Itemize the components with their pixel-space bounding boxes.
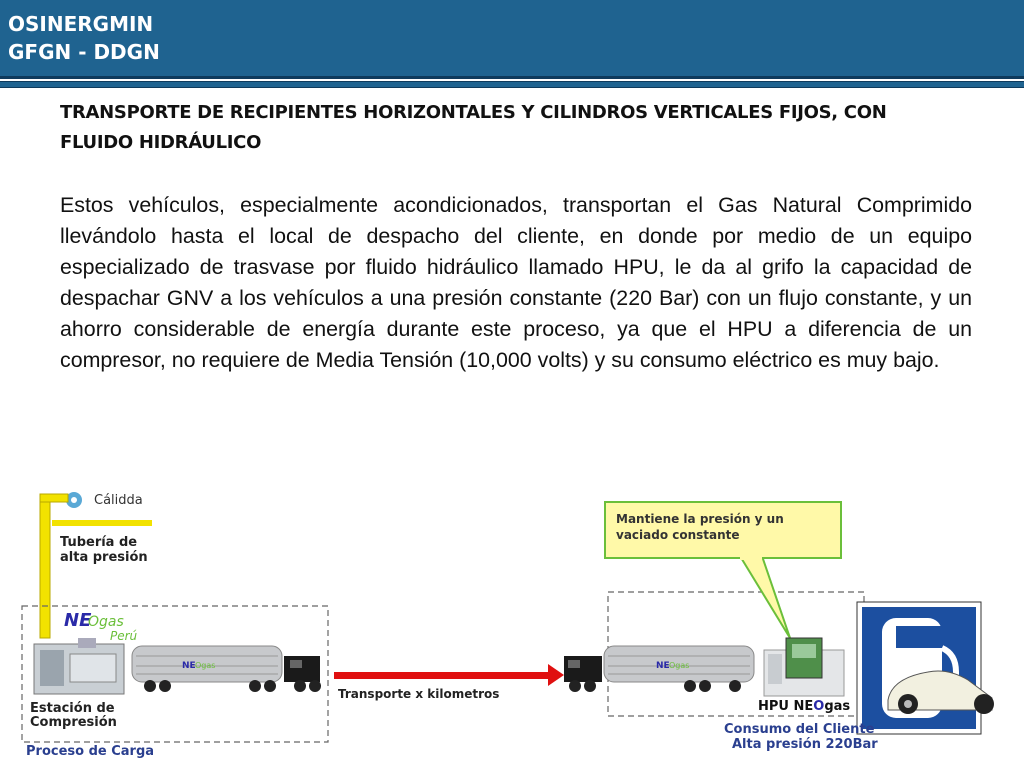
callout-line-1: Mantiene la presión y un — [616, 512, 784, 526]
gas-station-sign-icon — [857, 602, 981, 734]
slide-title — [60, 98, 960, 158]
org-name — [8, 10, 160, 66]
header-bar — [0, 0, 1024, 76]
hpu-label: HPU NEOgas — [758, 699, 851, 714]
title-line-2: FLUIDO HIDRÁULICO — [60, 132, 262, 153]
transport-arrow — [334, 664, 564, 686]
client-label-2: Alta presión 220Bar — [732, 737, 878, 752]
svg-text:NE: NE — [656, 661, 670, 671]
truck-right-icon — [564, 646, 754, 692]
svg-text:Ogas: Ogas — [195, 661, 216, 670]
calidda-text: Cálidda — [94, 493, 143, 508]
station-label-1: Estación de — [30, 701, 115, 716]
transport-diagram — [0, 478, 1024, 768]
station-label-2: Compresión — [30, 715, 117, 730]
pipeline-label-1: Tubería de — [60, 535, 138, 550]
truck-left-icon — [132, 646, 321, 692]
title-line-1: TRANSPORTE DE RECIPIENTES HORIZONTALES Y CILINDROS VERTICALES FIJOS, CON — [60, 102, 887, 123]
neogas-peru: Perú — [110, 629, 138, 643]
body-paragraph: Estos vehículos, especialmente acondicionados, transportan el Gas Natural Comprimido llevándolo hasta el local de despacho del cliente, en donde por medio de un equipo especializado de trasvase por fluido hidráulico llamado HPU, le da al grifo la capacidad de despachar GNV a los vehículos a una presión constante (220 Bar) con un flujo constante, y un ahorro considerable de energía durante este proceso, ya que el HPU a diferencia de un compresor, no requiere de Media Tensión (10,000 volts) y su consumo eléctrico es muy bajo. — [60, 193, 972, 372]
client-label-1: Consumo del Cliente — [724, 722, 875, 737]
process-label: Proceso de Carga — [26, 744, 155, 759]
compression-station-icon — [34, 638, 124, 694]
pipeline-label-2: alta presión — [60, 550, 148, 565]
org-line-1: OSINERGMIN — [8, 12, 154, 36]
svg-text:Ogas: Ogas — [88, 614, 124, 630]
calidda-logo — [66, 492, 143, 508]
header-divider — [0, 76, 1024, 79]
svg-text:Ogas: Ogas — [669, 661, 690, 670]
org-line-2: GFGN - DDGN — [8, 40, 160, 64]
neogas-logo: NE — [64, 610, 92, 631]
header-stripe — [0, 81, 1024, 88]
callout-line-2: vaciado constante — [616, 528, 740, 542]
svg-text:NE: NE — [182, 661, 196, 671]
hpu-unit-icon — [764, 638, 844, 696]
transport-label: Transporte x kilometros — [338, 687, 500, 701]
